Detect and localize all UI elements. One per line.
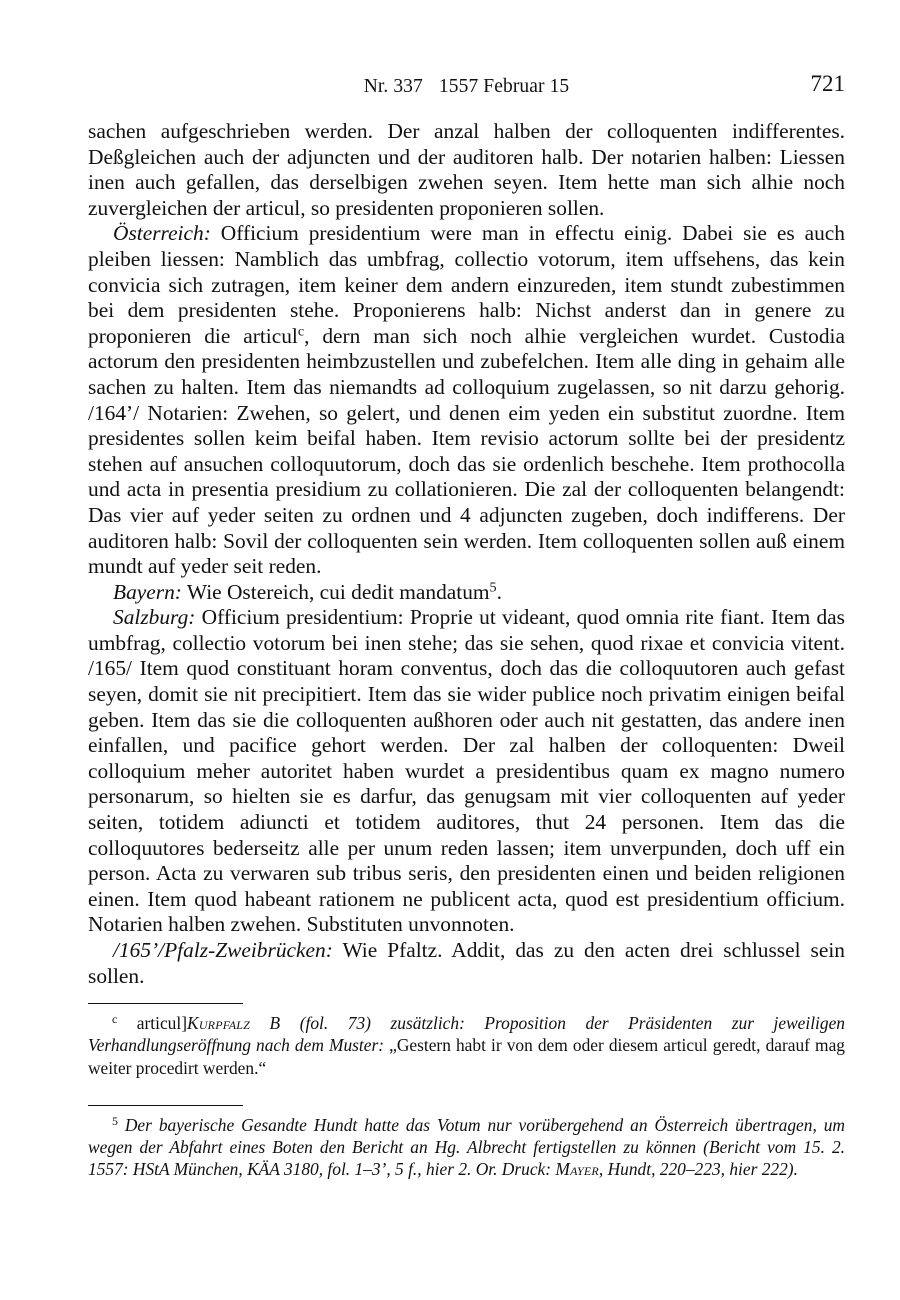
footnote-c <box>88 1004 845 1079</box>
paragraph-5-text: Wie Pfaltz. Addit, das zu den acten drei schlussel sein sollen. <box>88 938 845 988</box>
paragraph-4-text: Officium presidentium: Proprie ut videant, quod omnia rite fiant. Item das umbfrag, collectio votorum bei inen stehe; das sie sehen, quod rixae et convicia vitent. /165/ Item quod constituant horam conventus, doch das die colloquutoren auch gefast seyen, domit sie nit precipitiert. Item das sie wider publice noch privatim einigen beifal geben. Item das sie die colloquenten außhoren oder auch nit gestatten, das andere inen einfallen, und pacifice gehort werden. Der zal halben der colloquenten: Dweil colloquium meher autoritet haben wurdet a presidentibus quam ex magno numero personarum, so hielten sie es darfur, das genugsam mit vier colloquenten auf yeder seiten, totidem adiuncti et totidem auditores, thut 24 personen. Item das die colloquutores bederseitz alle per unum reden lassen; item unverpunden, doch uff ein person. Acta zu verwaren sub tribus seris, den presidenten einen und beiden religionen einen. Item quod habeant rationem ne publicent acta, quod est presidentium officium. Notarien halben zwehen. Substituten unvonnoten. <box>88 605 845 937</box>
folio-marker-165r: /165’/ <box>113 938 165 962</box>
paragraph-oesterreich <box>88 221 845 579</box>
running-head <box>88 71 845 108</box>
paragraph-continuation <box>88 119 845 221</box>
speaker-label-bayern: Bayern: <box>113 579 182 604</box>
footnote-c-source: Kurpfalz <box>187 1013 251 1034</box>
paragraph-2-text-b: , dern man sich noch alhie vergleichen wurdet. Custodia actorum den presidenten heimbzustellen und zubefelchen. Item alle ding in gehaim alle sachen zu halten. Item das niemandts ad colloquium zugelassen, so nit darzu gehorig. /164’/ Notarien: Zwehen, so gelert, und denen eim yeden ein substitut zuordne. Item presidentes sollen keim beifal haben. Item revisio actorum sollte bei der presidentz stehen auf ansuchen colloquutorum, doch das sie ordenlich beschehe. Item prothocolla und acta in presentia presidium zu collationieren. Die zal der colloquenten belangendt: Das vier auf yeder seiten zu ordnen und 4 adjuncten zugeben, doch indifferens. Der auditoren halb: Sovil der colloquenten sein werden. Item colloquenten sollen auß einem mundt auf yeder seit reden. <box>88 323 845 579</box>
page-number: 721 <box>810 71 845 96</box>
speaker-label-pfalz-zweibruecken: Pfalz-Zweibrücken: <box>164 938 333 962</box>
paragraph-pfalz-zweibruecken <box>88 938 845 989</box>
document-number: Nr. 337 <box>363 76 423 97</box>
footnote-5-marker: 5 <box>112 1113 118 1128</box>
paragraph-2-text-a: Officium presidentium were man in effectu einig. Dabei sie es auch pleiben liessen: Namblich das umbfrag, collectio votorum, item uffsehens, das kein convicia sich zutragen, item keiner dem andern einzureden, item stundt zubestimmen bei dem presidenten stehe. Proponierens halb: Nichst anderst dan in genere zu proponieren die articul <box>88 221 845 348</box>
footnote-c-quote: „Gestern habt ir von dem oder diesem articul geredt, darauf mag weiter procedirt werden.“ <box>88 1035 845 1078</box>
paragraph-3-text-a: Wie Ostereich, cui dedit mandatum <box>181 579 490 604</box>
footnote-5-block <box>88 1105 845 1181</box>
footnote-c-italic-part: B (fol. 73) zusätzlich: Proposition der Präsidenten zur jeweiligen Verhandlungseröffnung nach dem Muster: <box>88 1013 845 1056</box>
speaker-label-salzburg: Salzburg: <box>113 605 196 630</box>
footnote-5-text-b: , Hundt, 220–223, hier 222). <box>598 1159 798 1180</box>
footnote-apparatus <box>88 1003 845 1180</box>
footnote-5-text-a: Der bayerische Gesandte Hundt hatte das Votum nur vorübergehend an Österreich übertragen, um wegen der Abfahrt eines Boten den Bericht an Hg. Albrecht fertigstellen zu können (Bericht vom 15. 2. 1557: HStA München, KÄA 3180, fol. 1–3’, 5 f., hier 2. Or. Druck: <box>88 1114 845 1180</box>
document-date: 1557 Februar 15 <box>438 76 570 97</box>
body-text <box>88 119 845 989</box>
paragraph-3-text-b: . <box>496 579 502 604</box>
paragraph-salzburg <box>88 605 845 938</box>
footnote-c-lemma: articul] <box>117 1013 188 1034</box>
footnote-marker-5[interactable]: 5 <box>489 579 497 596</box>
footnote-c-marker: c <box>112 1012 118 1027</box>
paragraph-1-text: sachen aufgeschrieben werden. Der anzal halben der colloquenten indifferentes. Deßgleichen auch der adjuncten und der auditoren halb. Der notarien halben: Liessen inen auch gefallen, das derselbigen zwehen seyen. Item hette man sich alhie noch zuvergleichen der articul, so presidenten proponieren sollen. <box>88 119 845 220</box>
running-head-center <box>88 74 845 100</box>
footnote-c-block <box>88 1003 845 1079</box>
footnote-marker-c[interactable]: c <box>297 323 305 340</box>
page-content <box>88 71 845 1180</box>
footnote-5 <box>88 1106 845 1181</box>
footnote-5-author: Mayer <box>555 1159 599 1180</box>
paragraph-bayern <box>88 580 845 606</box>
speaker-label-oesterreich: Österreich: <box>113 221 211 246</box>
